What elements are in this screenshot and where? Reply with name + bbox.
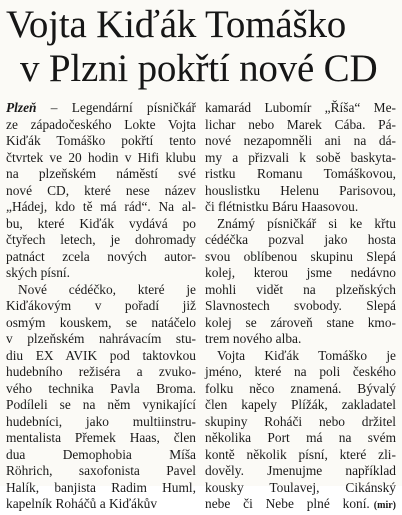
article-text: svou oblíbenou skupinu Slepá xyxy=(205,248,396,264)
article-text-line xyxy=(6,282,196,299)
article-text-line xyxy=(6,133,196,150)
article-text-line xyxy=(6,381,196,398)
article-text-line xyxy=(205,414,396,431)
article-text: – Legendární písničkář xyxy=(36,100,196,115)
author-signature: (mir) xyxy=(373,500,396,511)
article-text: cédéčka pozval jako hosta xyxy=(205,232,396,247)
article-text-line xyxy=(6,216,196,233)
article-text: diu EX AVIK pod taktovkou xyxy=(6,347,196,363)
article-text-line xyxy=(205,381,396,398)
article-text-line xyxy=(6,348,196,365)
article-text-line xyxy=(205,117,396,134)
article-text-line xyxy=(205,199,396,216)
article-text: Kiďák Tomáško pokřtí tento xyxy=(6,133,196,148)
article-text: vého technika Pavla Broma. xyxy=(6,380,196,396)
article-text: lichar nebo Marek Cába. Pá- xyxy=(205,116,396,132)
article-text-line xyxy=(205,463,396,480)
article-text: folku něco znamená. Bývalý xyxy=(205,380,396,396)
article-text-line xyxy=(6,232,196,249)
article-text-line xyxy=(6,150,196,167)
article-text: hudebního režiséra a zvuko- xyxy=(6,364,196,379)
article-text-line xyxy=(6,364,196,381)
headline-line-2: v Plzni pokřtí nové CD xyxy=(20,47,378,90)
article-text-line xyxy=(6,414,196,431)
article-text: „Hádej, kdo tě má rád“. Na al- xyxy=(6,199,196,214)
article-text: v plzeňském nahrávacím stu- xyxy=(6,331,196,346)
article-text: ských písní. xyxy=(6,265,70,280)
article-paragraph xyxy=(205,100,396,216)
article-text-line xyxy=(6,397,196,414)
article-text: Röhrich, saxofonista Pavel xyxy=(6,463,196,478)
article-text: kolej se zároveň stane kmo- xyxy=(205,314,396,330)
article-text: nové nezapomněli ani na dá- xyxy=(205,133,396,148)
article-text: hudebníci, jako multiinstru- xyxy=(6,413,196,429)
article-text: osmým kouskem, se natáčelo xyxy=(6,314,196,330)
article-text: na plzeňském náměstí své xyxy=(6,166,196,181)
article-text-line xyxy=(6,117,196,134)
article-text-line xyxy=(6,496,196,513)
article-text-line xyxy=(205,447,396,464)
article-text: čtvrtek ve 20 hodin v Hifi klubu xyxy=(6,149,196,165)
article-text-line xyxy=(6,199,196,216)
article-text-line xyxy=(205,100,396,117)
article-paragraph xyxy=(205,216,396,348)
article-paragraph xyxy=(205,348,396,515)
article-text-line xyxy=(205,298,396,315)
article-text: Nové cédéčko, které je xyxy=(18,281,196,297)
article-text-line xyxy=(205,133,396,150)
article-text-line xyxy=(205,480,396,497)
article-text-line xyxy=(6,265,196,282)
article-text-line xyxy=(6,331,196,348)
article-text-line xyxy=(6,463,196,480)
article-text: ze západočeského Lokte Vojta xyxy=(6,116,196,132)
article-text: jméno, které na poli českého xyxy=(205,364,396,379)
article-text: mohli vidět na plzeňských xyxy=(205,281,396,297)
article-text: či flétnistku Báru Haasovou. xyxy=(205,199,359,214)
article-text: nové CD, které nese název xyxy=(6,182,196,198)
article-text-line xyxy=(6,249,196,266)
article-text: nebe či Nebe plné koní. xyxy=(205,496,370,511)
article-text: ristku Romanu Tomáškovou, xyxy=(205,166,396,181)
article-text: my a přizvali k sobě baskyta- xyxy=(205,149,396,165)
article-text: trem nového alba. xyxy=(205,331,302,346)
article-text: čtyřech letech, je dohromady xyxy=(6,232,196,247)
article-text-line xyxy=(6,480,196,497)
article-text: skupiny Roháči nebo držitel xyxy=(205,413,396,429)
article-paragraph xyxy=(6,100,196,282)
article-text-line xyxy=(205,364,396,381)
article-text: bu, které Kiďák vydává po xyxy=(6,215,196,231)
article-text-line xyxy=(205,232,396,249)
article-text: patnáct zcela nových autor- xyxy=(6,248,196,264)
article-text-line xyxy=(6,447,196,464)
article-text: Vojta Kiďák Tomáško je xyxy=(217,347,396,363)
article-text-line xyxy=(205,166,396,183)
article-text-line xyxy=(205,150,396,167)
article-text-line xyxy=(6,298,196,315)
headline-line-1: Vojta Kiďák Tomáško xyxy=(6,3,347,46)
article-text-line xyxy=(205,315,396,332)
article-paragraph xyxy=(6,282,196,513)
article-text: Podíleli se na něm vynikající xyxy=(6,397,196,412)
article-text-line xyxy=(6,166,196,183)
article-text-line xyxy=(205,216,396,233)
article-text: Známý písničkář si ke křtu xyxy=(217,215,396,231)
article-text: kapelník Roháčů a Kiďákův xyxy=(6,496,158,511)
article-text: kontě několik písní, které zli- xyxy=(205,446,396,462)
article-text: člen kapely Plížák, zakladatel xyxy=(205,397,396,412)
article-text: kousky Toulavej, Cikánský xyxy=(205,479,396,495)
article-text: několika Port má na svém xyxy=(205,430,396,445)
article-text-line xyxy=(6,100,196,117)
article-text: kolej, kterou jsme nedávno xyxy=(205,265,396,280)
article-text: dua Demophobia Míša xyxy=(6,446,196,462)
article-column-right xyxy=(205,100,396,515)
article-text-line xyxy=(6,315,196,332)
dateline: Plzeň xyxy=(6,100,37,115)
article-text: Slavnostech svobody. Slepá xyxy=(205,298,396,313)
article-text-line xyxy=(6,183,196,200)
article-text-line xyxy=(205,397,396,414)
article-text-line xyxy=(205,249,396,266)
article-text: Halík, banjista Radim Huml, xyxy=(6,479,196,495)
article-text-line xyxy=(205,496,396,515)
article-text-line xyxy=(205,282,396,299)
article-text: kamarád Lubomír „Říša“ Me- xyxy=(205,100,396,115)
article-text-line xyxy=(205,183,396,200)
article-column-left xyxy=(6,100,196,513)
article-text-line xyxy=(205,331,396,348)
article-text-line xyxy=(6,430,196,447)
article-text: mentalista Přemek Haas, člen xyxy=(6,430,196,445)
article-text-line xyxy=(205,265,396,282)
article-text: houslistku Helenu Parisovou, xyxy=(205,182,396,198)
article-text: Kiďákovým v pořadí již xyxy=(6,298,196,313)
article-text-line xyxy=(205,430,396,447)
article-text: dověly. Jmenujme například xyxy=(205,463,396,478)
article-text-line xyxy=(205,348,396,365)
